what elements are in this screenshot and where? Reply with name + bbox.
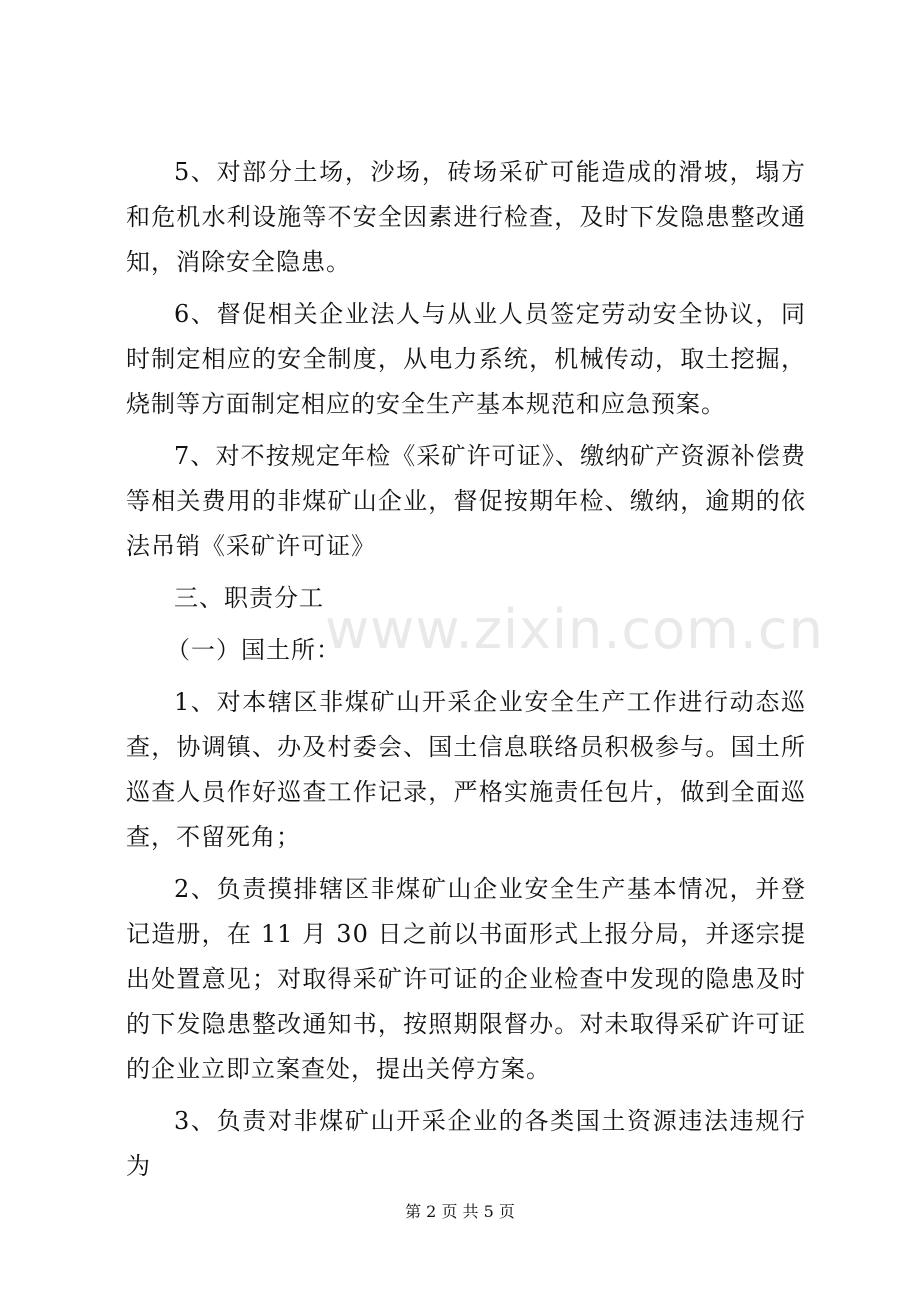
paragraph-duty-3: 3、负责对非煤矿山开采企业的各类国土资源违法违规行为	[126, 1107, 806, 1180]
document-body	[126, 150, 806, 1196]
paragraph-item-7: 7、对不按规定年检《采矿许可证》、缴纳矿产资源补偿费等相关费用的非煤矿山企业，督促按期年检、缴纳，逾期的依法吊销《采矿许可证》	[126, 442, 806, 560]
page-footer: 第 2 页 共 5 页	[405, 1202, 515, 1221]
paragraph-duty-2: 2、负责摸排辖区非煤矿山企业安全生产基本情况，并登记造册，在 11 月 30 日之前以书面形式上报分局，并逐宗提出处置意见；对取得采矿许可证的企业检查中发现的隐患及时的下发隐患整改通知书，按照期限督办。对未取得采矿许可证的企业立即立案查处，提出关停方案。	[126, 875, 806, 1083]
subsection-heading-land-office: （一）国土所：	[166, 636, 341, 664]
section-heading-duty-division: 三、职责分工	[174, 584, 324, 612]
paragraph-duty-1: 1、对本辖区非煤矿山开采企业安全生产工作进行动态巡查，协调镇、办及村委会、国土信息联络员积极参与。国土所巡查人员作好巡查工作记录，严格实施责任包片，做到全面巡查，不留死角；	[126, 688, 806, 851]
watermark: www.zixin.com.cn	[325, 598, 824, 661]
paragraph-item-6: 6、督促相关企业法人与从业人员签定劳动安全协议，同时制定相应的安全制度，从电力系统，机械传动，取土挖掘，烧制等方面制定相应的安全生产基本规范和应急预案。	[126, 300, 806, 418]
paragraph-item-5: 5、对部分土场，沙场，砖场采矿可能造成的滑坡，塌方和危机水利设施等不安全因素进行检查，及时下发隐患整改通知，消除安全隐患。	[126, 158, 806, 276]
